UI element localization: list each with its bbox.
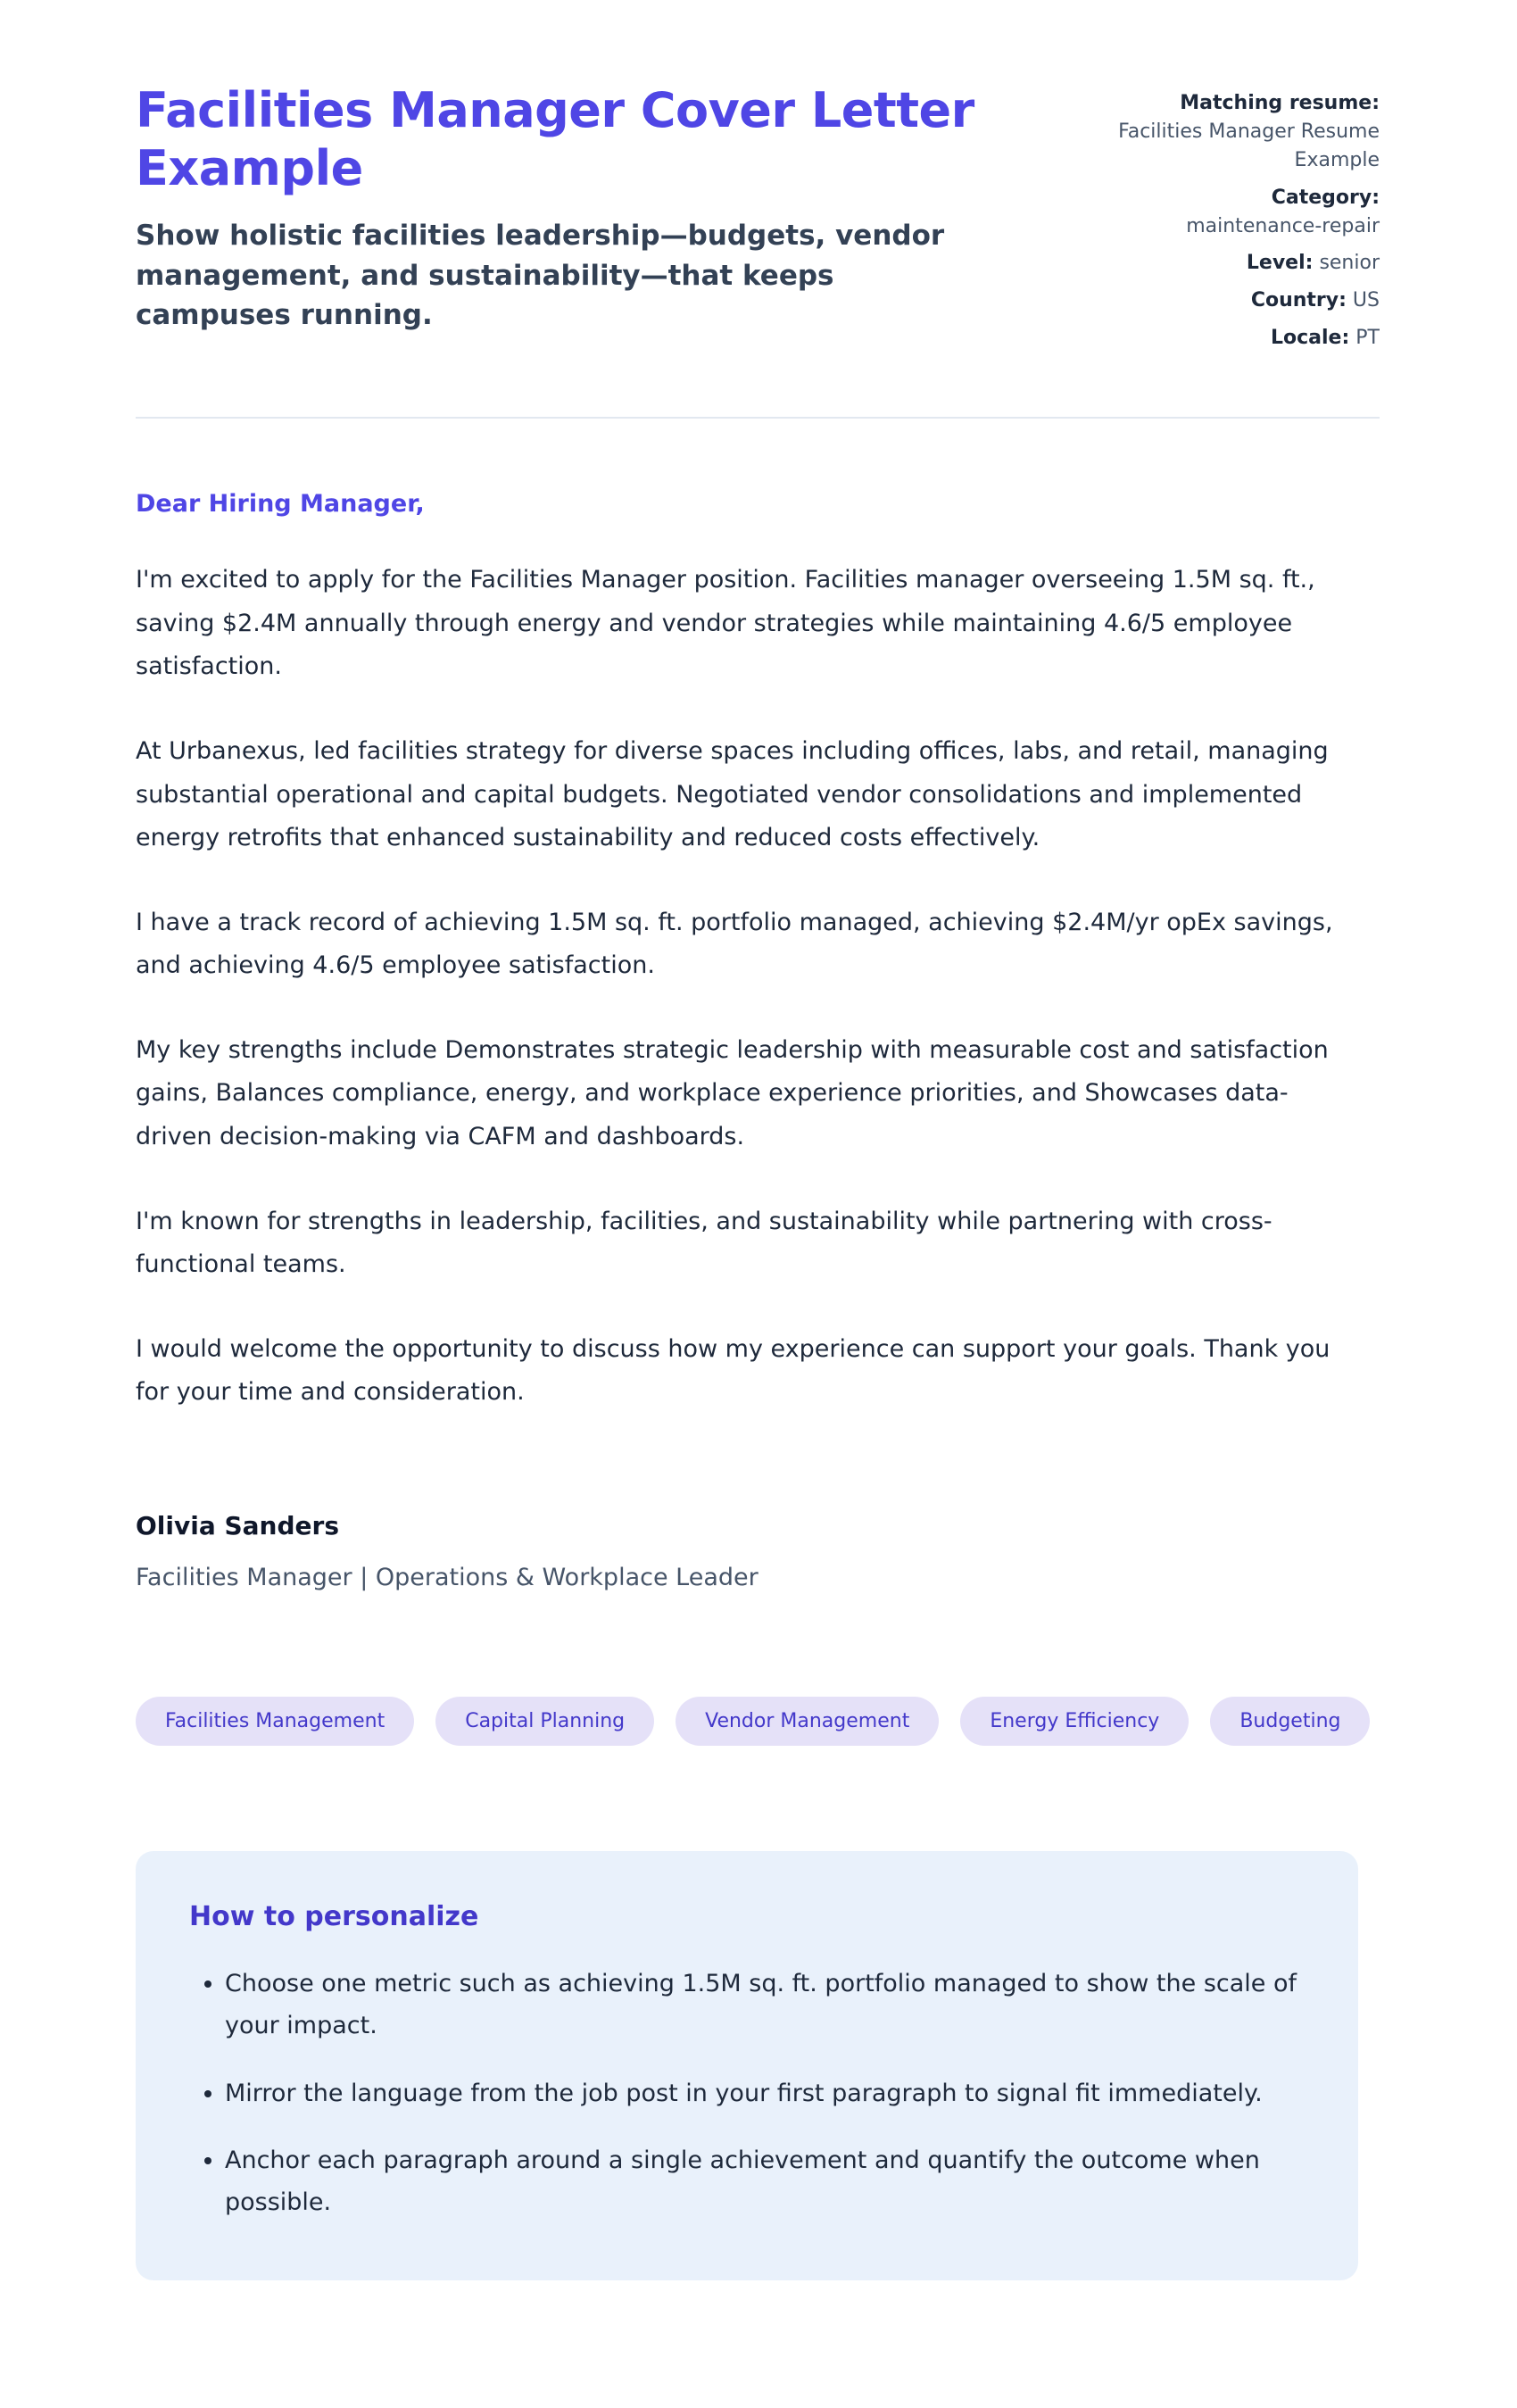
personalize-bullet: • Mirror the language from the job post in your first paragraph to signal fit immediately. — [225, 2072, 1305, 2114]
signature-block — [136, 1511, 1380, 1591]
meta-category-value: maintenance-repair — [1186, 214, 1380, 237]
meta-matching-value: Facilities Manager Resume Example — [1118, 120, 1380, 171]
header-left — [136, 82, 1037, 336]
personalize-bullet: • Choose one metric such as achieving 1.5M sq. ft. portfolio managed to show the scale of your impact. — [225, 1963, 1305, 2047]
personalize-list — [175, 1963, 1305, 2223]
letter-paragraph: I have a track record of achieving 1.5M sq. ft. portfolio managed, achieving $2.4M/yr opEx savings, and achieving 4.6/5 employee satisfaction. — [136, 908, 1333, 980]
personalize-bullet: • Anchor each paragraph around a single achievement and quantify the outcome when possible. — [225, 2139, 1305, 2224]
meta-level-value: senior — [1319, 252, 1380, 275]
tag-vendor-management[interactable]: Vendor Management — [676, 1697, 939, 1746]
meta-level — [1112, 249, 1380, 278]
meta-panel — [1112, 82, 1380, 361]
meta-matching-label: Matching resume: — [1180, 92, 1380, 114]
letter-paragraph: At Urbanexus, led facilities strategy for diverse spaces including offices, labs, and retail, managing substantial operational and capital budgets. Negotiated vendor consolidations and implemented energy retrofits that enhanced sustainability and reduced costs effectively. — [136, 736, 1329, 852]
personalize-box — [136, 1851, 1358, 2280]
meta-country-value: US — [1352, 289, 1380, 312]
tag-list — [136, 1697, 1380, 1746]
signature-title: Facilities Manager | Operations & Workplace Leader — [136, 1564, 758, 1592]
tag-capital-planning[interactable]: Capital Planning — [435, 1697, 654, 1746]
meta-locale-value: PT — [1355, 327, 1380, 350]
meta-country-label: Country: — [1250, 289, 1347, 312]
meta-level-label: Level: — [1246, 252, 1314, 275]
letter-paragraph: I would welcome the opportunity to discuss how my experience can support your goals. Thank you for your time and consideration. — [136, 1334, 1330, 1407]
cover-letter-body — [136, 490, 1380, 1415]
meta-locale — [1112, 324, 1380, 353]
tag-facilities-management[interactable]: Facilities Management — [136, 1697, 414, 1746]
page-title: Facilities Manager Cover Letter Example — [136, 82, 974, 196]
personalize-title: How to personalize — [189, 1901, 479, 1933]
tag-energy-efficiency[interactable]: Energy Efficiency — [960, 1697, 1189, 1746]
meta-category — [1112, 184, 1380, 241]
meta-locale-label: Locale: — [1271, 327, 1350, 350]
letter-greeting: Dear Hiring Manager, — [136, 490, 425, 519]
letter-paragraph: My key strengths include Demonstrates strategic leadership with measurable cost and satisfaction gains, Balances compliance, energy, and workplace experience priorities, and Showcases data-driven decision-making via CAFM and dashboards. — [136, 1035, 1329, 1151]
meta-matching-resume — [1112, 89, 1380, 175]
tag-budgeting[interactable]: Budgeting — [1210, 1697, 1370, 1746]
header — [136, 82, 1380, 361]
page — [136, 0, 1380, 2280]
header-divider — [136, 417, 1380, 419]
letter-paragraph: I'm known for strengths in leadership, facilities, and sustainability while partnering with cross-functional teams. — [136, 1207, 1272, 1279]
signature-name: Olivia Sanders — [136, 1511, 339, 1541]
page-subtitle: Show holistic facilities leadership—budgets, vendor management, and sustainability—that keeps campuses running. — [136, 219, 945, 332]
meta-country — [1112, 286, 1380, 315]
letter-paragraph: I'm excited to apply for the Facilities Manager position. Facilities manager overseeing 1.5M sq. ft., saving $2.4M annually through energy and vendor strategies while maintaining 4.6/5 employee satisfaction. — [136, 566, 1315, 681]
meta-category-label: Category: — [1271, 186, 1380, 209]
